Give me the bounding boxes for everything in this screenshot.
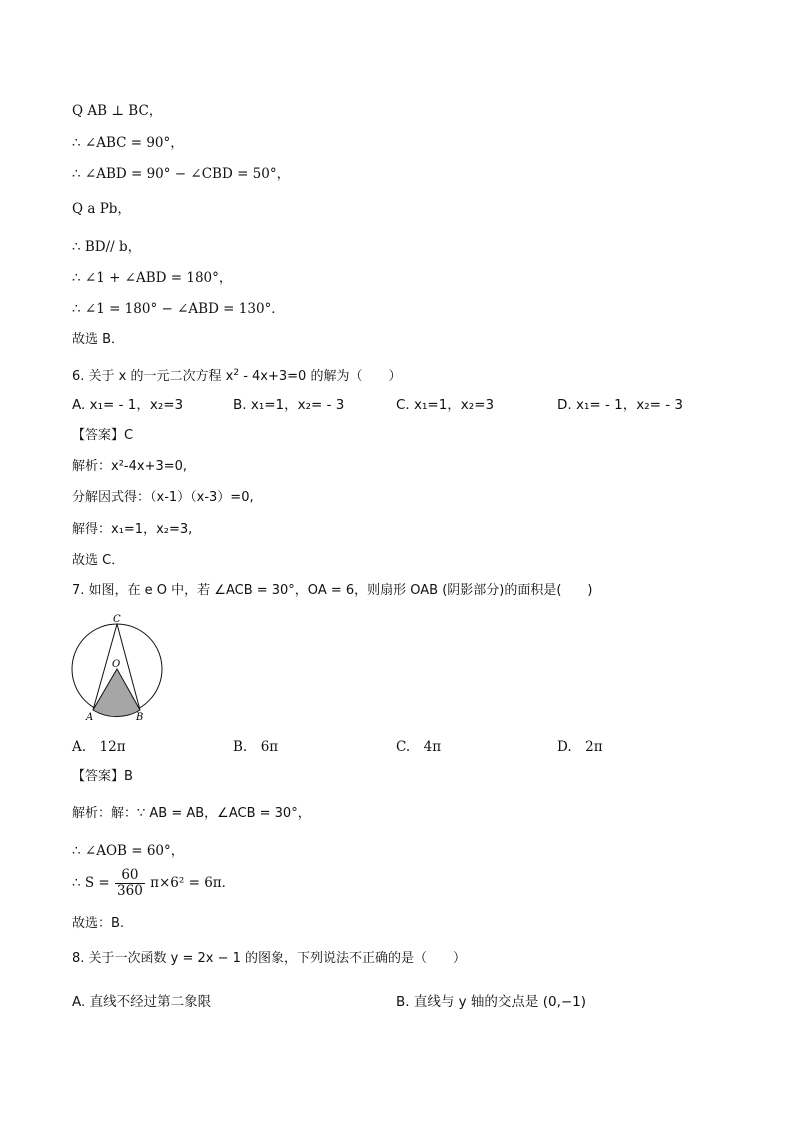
question-6-option-b: B. x₁=1，x₂= - 3 [233, 397, 345, 413]
label-a: A [86, 712, 94, 723]
shaded-sector [93, 669, 140, 717]
question-7-option-d: D. 2π [557, 739, 603, 755]
question-6-exponent: 2 [233, 368, 240, 378]
question-7-stem: 7. 如图，在 e O 中，若 ∠ACB = 30°，OA = 6，则扇形 OAB (阴影部分)的面积是( ) [72, 583, 593, 598]
solution-line-7: ∴ ∠1 = 180° − ∠ABD = 130°． [72, 301, 285, 317]
solution-line-2: ∴ ∠ABC = 90°， [72, 135, 184, 151]
area-formula-prefix: ∴ S = [72, 875, 110, 891]
question-6-solution-4: 故选 C． [72, 553, 125, 568]
question-8-option-a: A. 直线不经过第二象限 [72, 994, 212, 1010]
label-o: O [112, 659, 121, 670]
question-8-stem: 8. 关于一次函数 y = 2x − 1 的图象，下列说法不正确的是（ ） [72, 951, 467, 966]
question-6-answer: 【答案】C [72, 428, 134, 443]
question-6-solution-1: 解析：x²-4x+3=0, [72, 459, 188, 474]
solution-line-3: ∴ ∠ABD = 90° − ∠CBD = 50°， [72, 166, 291, 182]
question-7-answer: 【答案】B [72, 769, 133, 784]
area-formula-suffix: π×6² = 6π． [150, 875, 236, 891]
question-6-stem-a: 6. 关于 x 的一元二次方程 x [72, 369, 234, 384]
solution-line-1: Q AB ⊥ BC， [72, 103, 163, 119]
question-6-stem [72, 364, 401, 386]
question-6-solution-2: 分解因式得：（x-1）（x-3）=0, [72, 490, 254, 505]
question-6-solution-3: 解得：x₁=1，x₂=3, [72, 522, 193, 537]
circle-sector-figure [66, 609, 176, 731]
solution-line-6: ∴ ∠1 + ∠ABD = 180°， [72, 270, 233, 286]
question-8-option-b: B. 直线与 y 轴的交点是 (0,−1) [396, 994, 587, 1010]
solution-line-5: ∴ BD// b， [72, 239, 142, 255]
circle-sector-svg [66, 609, 176, 727]
question-6-option-c: C. x₁=1，x₂=3 [396, 397, 495, 413]
label-b: B [136, 712, 144, 723]
label-c: C [113, 614, 121, 625]
question-7-option-a: A. 12π [72, 739, 126, 755]
question-7-solution-3 [72, 866, 235, 900]
question-7-solution-2: ∴ ∠AOB = 60°， [72, 843, 185, 859]
area-fraction [115, 868, 145, 899]
solution-line-4: Q a Pb， [72, 201, 131, 217]
choice-line-q5: 故选 B． [72, 332, 125, 347]
question-7-option-b: B. 6π [233, 739, 279, 755]
question-6-option-d: D. x₁= - 1，x₂= - 3 [557, 397, 683, 413]
question-7-solution-1: 解析：解：∵ AB = AB，∠ACB = 30°， [72, 806, 311, 821]
fraction-numerator: 60 [115, 868, 145, 884]
question-7-solution-4: 故选：B. [72, 916, 125, 931]
question-6-option-a: A. x₁= - 1，x₂=3 [72, 397, 184, 413]
fraction-denominator: 360 [117, 883, 143, 899]
question-7-option-c: C. 4π [396, 739, 442, 755]
question-6-stem-b: - 4x+3=0 的解为（ ） [239, 369, 402, 384]
